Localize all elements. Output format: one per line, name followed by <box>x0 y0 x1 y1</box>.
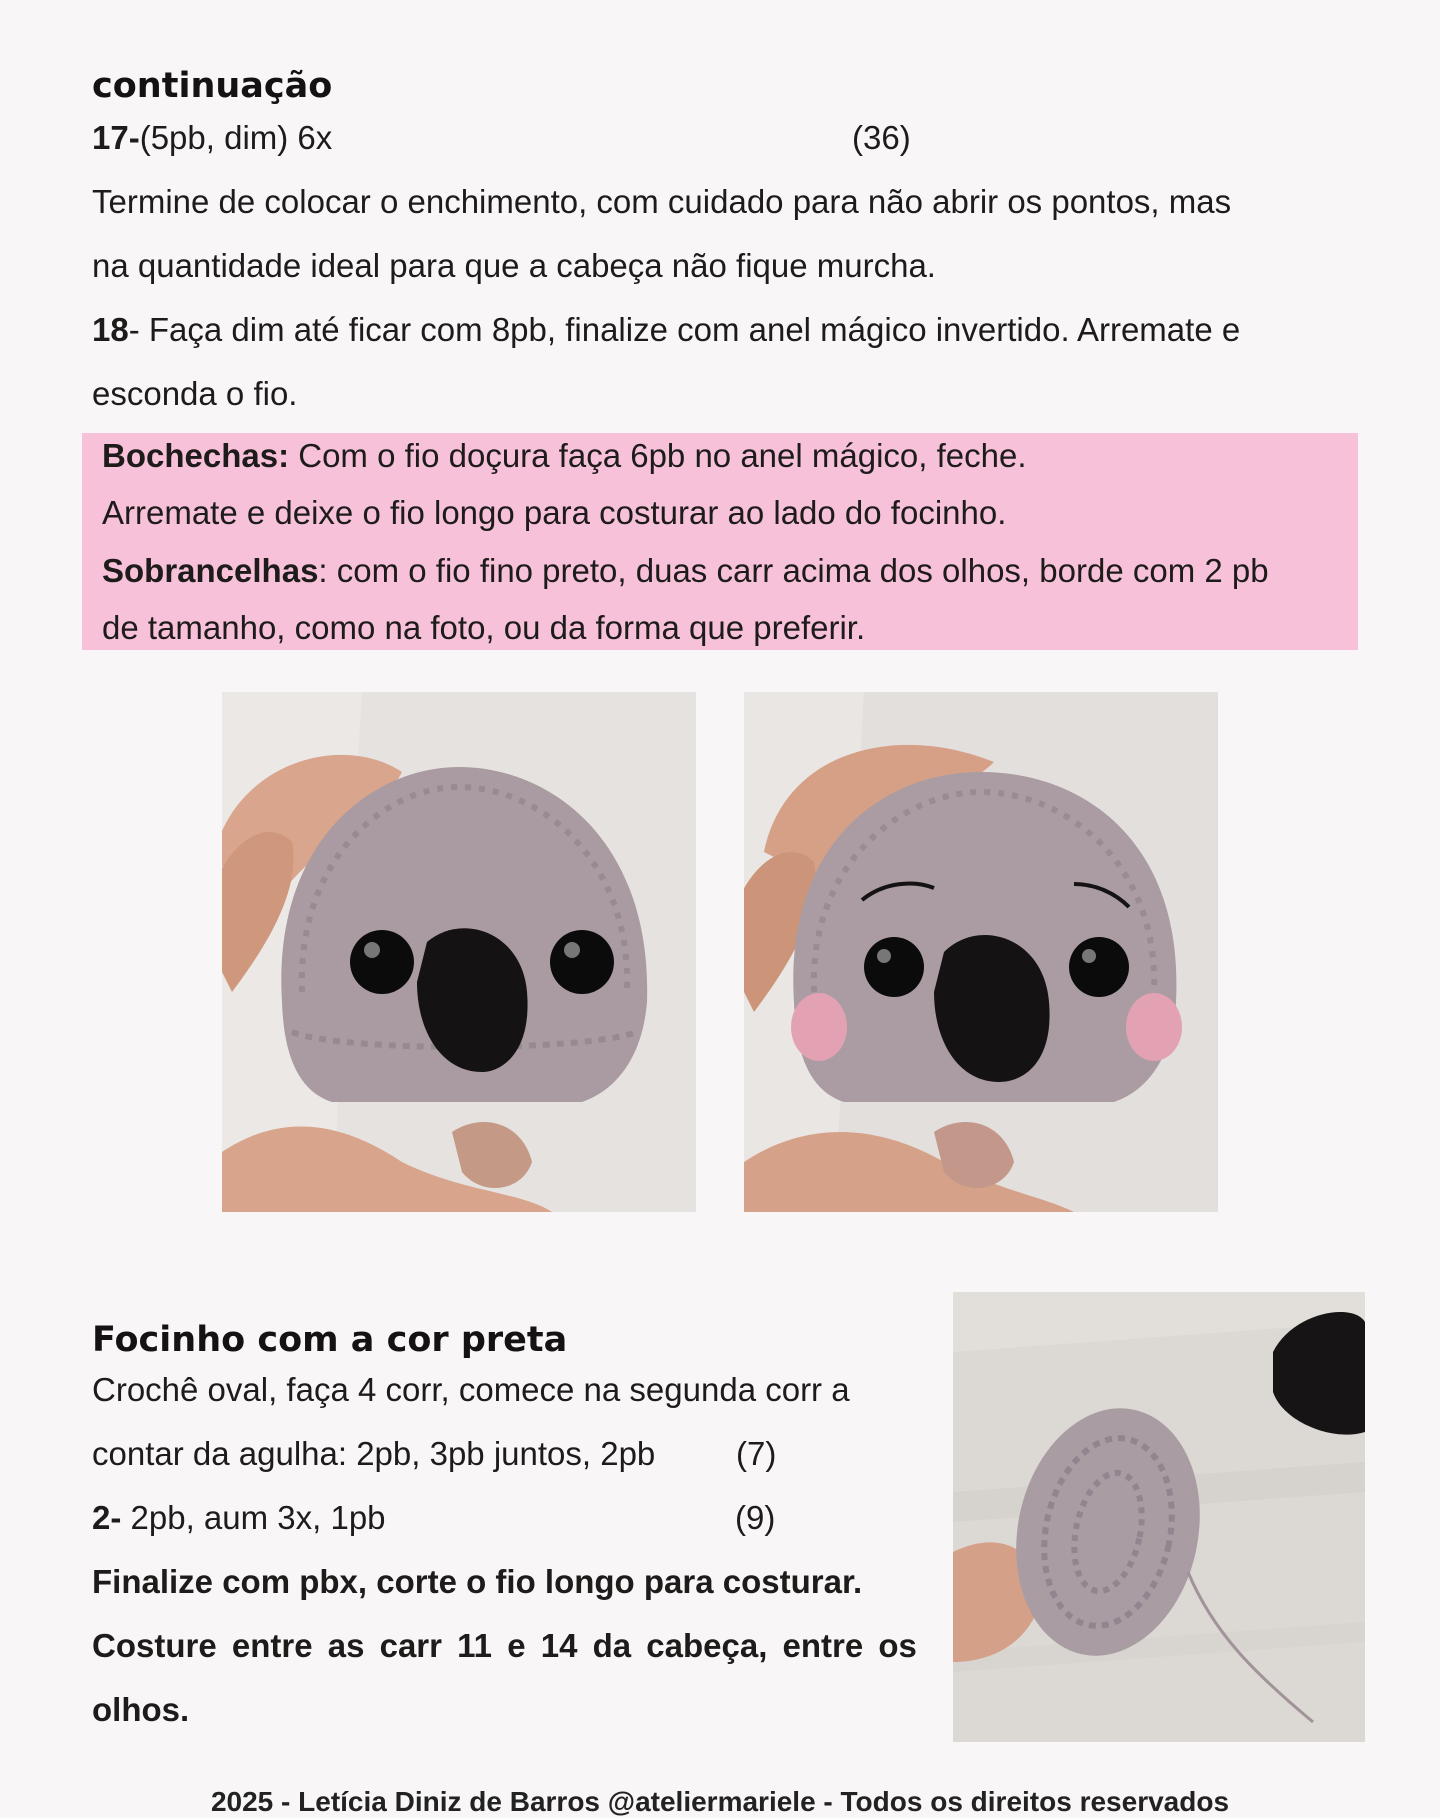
brows-line-2: de tamanho, como na foto, ou da forma que preferir. <box>102 609 866 646</box>
section-title: continuação <box>92 66 333 106</box>
fill-instruction-line-1: Termine de colocar o enchimento, com cuidado para não abrir os pontos, mas <box>92 183 1232 220</box>
cheeks-line-2: Arremate e deixe o fio longo para costurar ao lado do focinho. <box>102 494 1007 531</box>
cheeks-line-1 <box>102 436 1027 476</box>
copyright-footer: 2025 - Letícia Diniz de Barros @ateliermariele - Todos os direitos reservados <box>210 1786 1230 1817</box>
snout-round-2-text: 2pb, aum 3x, 1pb <box>121 1499 386 1536</box>
fill-instruction-line-2: na quantidade ideal para que a cabeça não fique murcha. <box>92 247 936 284</box>
brows-line-1 <box>102 551 1269 591</box>
round-18-text: - Faça dim até ficar com 8pb, finalize com anel mágico invertido. Arremate e <box>128 311 1241 348</box>
snout-finish-line-3: olhos. <box>92 1691 190 1728</box>
round-18 <box>92 310 1240 350</box>
round-17-text: (5pb, dim) 6x <box>139 119 333 156</box>
cheeks-label: Bochechas: <box>102 437 290 474</box>
snout-line-2: contar da agulha: 2pb, 3pb juntos, 2pb <box>92 1435 656 1472</box>
snout-photo <box>953 1292 1365 1742</box>
round-17-count: (36) <box>852 119 911 156</box>
snout-round-2-number: 2- <box>92 1499 122 1536</box>
snout-round-1-count: (7) <box>736 1435 777 1472</box>
koala-head-photo-1 <box>222 692 696 1212</box>
snout-finish-line-2: Costure entre as carr 11 e 14 da cabeça, entre os <box>92 1627 917 1664</box>
snout-line-1: Crochê oval, faça 4 corr, comece na segunda corr a <box>92 1371 850 1408</box>
round-18-line-2: esconda o fio. <box>92 375 298 412</box>
round-18-number: 18 <box>92 311 129 348</box>
snout-finish-line-1: Finalize com pbx, corte o fio longo para costurar. <box>92 1563 863 1600</box>
snout-title: Focinho com a cor preta <box>92 1320 568 1360</box>
round-17 <box>92 118 332 158</box>
round-17-number: 17- <box>92 119 140 156</box>
cheeks-text: Com o fio doçura faça 6pb no anel mágico, feche. <box>289 437 1027 474</box>
koala-head-photo-2 <box>744 692 1218 1212</box>
brows-text: : com o fio fino preto, duas carr acima dos olhos, borde com 2 pb <box>318 552 1269 589</box>
snout-round-2 <box>92 1498 386 1538</box>
snout-round-2-count: (9) <box>735 1499 776 1536</box>
brows-label: Sobrancelhas <box>102 552 319 589</box>
